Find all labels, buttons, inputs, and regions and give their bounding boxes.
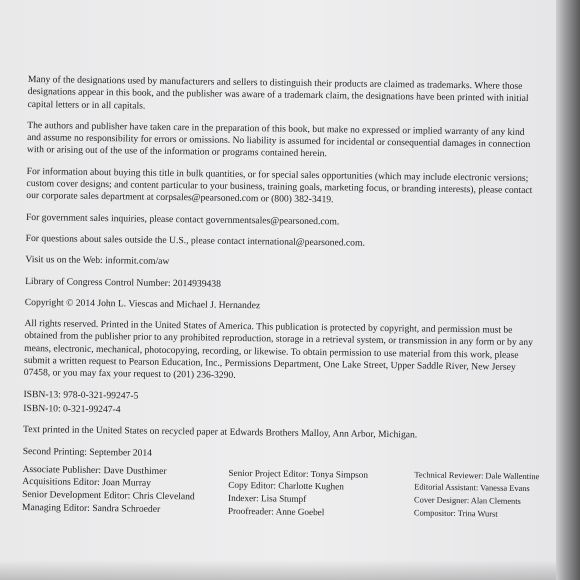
credits-column-3 <box>414 469 545 521</box>
copyright-page-text <box>22 74 538 521</box>
trademarks-paragraph: Many of the designations used by manufacturers and sellers to distinguish their products are claimed as trademarks. Where those designations appear in this book, and the publisher was aware of a trademark claim, the designations have been printed with initial capital letters or in all capitals. <box>27 74 529 112</box>
bulk-sales-paragraph: For information about buying this title in bulk quantities, or for special sales opportunities (which may include electronic versions; custom cover designs; and content particular to your business, training goals, marketing focus, or branding interests), please contact our corporate sales department at corpsales@pearsoned.com or (800) 382-3419. <box>26 165 533 206</box>
recycled-paper-line: Text printed in the United States on recycled paper at Edwards Brothers Malloy, Ann Arbor, Michigan. <box>22 424 418 441</box>
isbn-13: ISBN-13: 978-0-321-99247-5 <box>23 388 139 402</box>
credit-item: Senior Development Editor: Chris Cleveland <box>22 488 195 503</box>
international-sales-paragraph: For questions about sales outside the U.S., please contact international@pearsoned.com. <box>25 232 365 249</box>
credit-item: Indexer: Lisa Stumpf <box>228 492 307 504</box>
credit-item: Copy Editor: Charlotte Kughen <box>228 480 344 492</box>
web-paragraph: Visit us on the Web: informit.com/aw <box>25 254 170 268</box>
credit-item: Managing Editor: Sandra Schroeder <box>21 501 161 515</box>
credits-block <box>21 463 540 521</box>
credit-item: Cover Designer: Alan Clements <box>414 495 521 506</box>
loc-control-number: Library of Congress Control Number: 2014939438 <box>25 275 222 290</box>
credit-item: Senior Project Editor: Tonya Simpson <box>228 467 369 480</box>
credit-item: Compositor: Trina Wurst <box>413 508 498 519</box>
credit-item: Acquisitions Editor: Joan Murray <box>22 476 152 490</box>
credit-item: Proofreader: Anne Goebel <box>227 505 325 517</box>
credit-item: Technical Reviewer: Dale Wallentine <box>414 470 540 482</box>
isbn-10: ISBN-10: 0-321-99247-4 <box>23 402 121 416</box>
government-sales-paragraph: For government sales inquiries, please contact governmentsales@pearsoned.com. <box>25 211 340 228</box>
warranty-paragraph: The authors and publisher have taken care in the preparation of this book, but make no expressed or implied warranty of any kind and assume no responsibility for errors or omissions. No liability is assumed for incidental or consequential damages in connection with or arising out of the use of the information or programs contained herein. <box>26 119 531 160</box>
copyright-line: Copyright © 2014 John L. Viescas and Michael J. Hernandez <box>24 296 261 312</box>
page-shadow <box>0 560 556 580</box>
credit-item: Associate Publisher: Dave Dusthimer <box>22 463 167 477</box>
credits-column-1 <box>22 464 223 517</box>
printing-line: Second Printing: September 2014 <box>22 445 153 459</box>
page-edge <box>556 0 580 580</box>
credits-column-2 <box>228 467 409 520</box>
rights-paragraph: All rights reserved. Printed in the United States of America. This publication is protected by copyright, and permission must be obtained from the publisher prior to any prohibited reproduction, storage in a retrieval system, or transmission in any form or by any means, electronic, mechanical, photocopying, recording, or likewise. To obtain permission to use material from this work, please submit a written request to Pearson Education, Inc., Permissions Department, One Lake Street, Upper Saddle River, New Jersey 07458, or you may fax your request to (201) 236-3290. <box>23 318 533 382</box>
credit-item: Editorial Assistant: Vanessa Evans <box>414 482 530 494</box>
